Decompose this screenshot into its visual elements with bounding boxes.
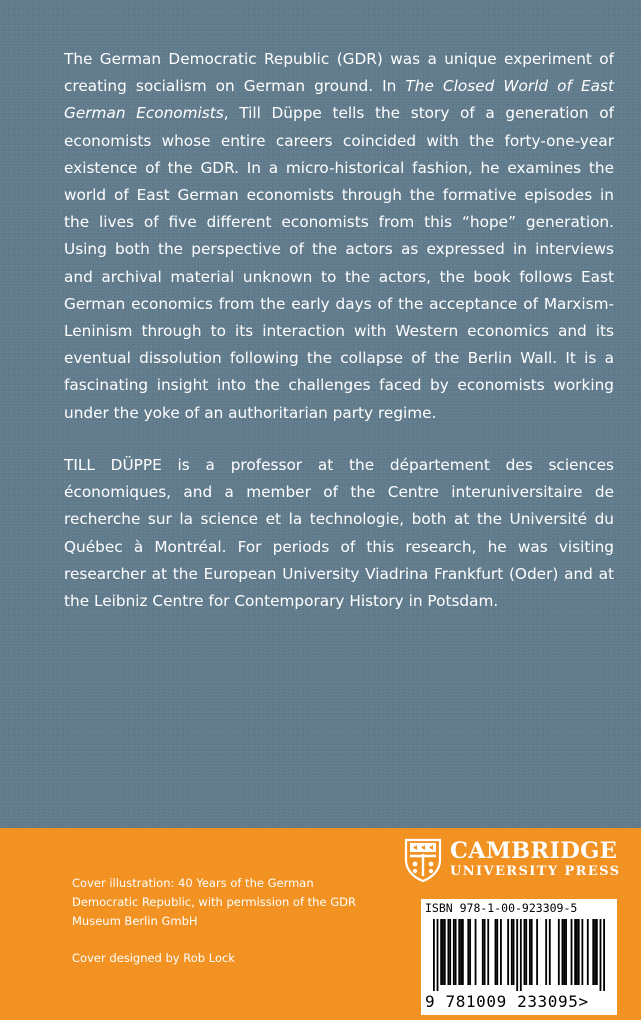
barcode-bar [449,919,451,985]
barcode-bar [520,919,522,991]
barcode-bar [507,919,509,985]
barcode-bar [433,919,435,991]
barcode-bar [462,919,464,985]
barcode-bar [525,919,527,985]
barcode-bar [442,919,444,985]
barcode-bar [549,919,551,985]
barcode-bar [581,919,583,985]
barcode-bar [576,919,578,985]
barcode-bar [484,919,486,985]
illustration-credit: Cover illustration: 40 Years of the German Democratic Republic, with permission of the GDR Museum Berlin GmbH [72,876,356,928]
cambridge-shield-icon [404,838,442,882]
barcode-bar [447,919,449,985]
barcode-bar [444,919,446,985]
book-description [64,46,614,427]
barcode-number: 9 781009 233095 [425,992,579,1011]
barcode-bar [536,919,538,985]
description-part-2: , Till Düppe tells the story of a generation of economists whose entire careers coincided with the forty-one-year existence of the GDR. In a micro-historical fashion, he examines the world of East German economists through the formative episodes in the lives of five different economists from this “hope” generation. Using both the perspective of the actors as expressed in interviews and archival material unknown to the actors, the book follows East German economics from the early days of the acceptance of Marxism-Leninism through to its interaction with Western economics and its eventual dissolution following the collapse of the Berlin Wall. It is a fascinating insight into the challenges faced by economists working under the yoke of an authoritarian party regime. [64,104,614,422]
barcode-bar [513,919,515,985]
author-bio [64,452,614,615]
barcode-bar [531,919,533,985]
barcode-bar [460,919,462,985]
barcode-bar [545,919,547,985]
barcode-bar [562,919,564,985]
barcode-digits [425,992,589,1011]
barcode-bar [578,919,580,985]
barcode-bar [574,919,576,985]
cover-credits [72,874,372,968]
barcode-bar [603,919,605,991]
publisher-subtitle: UNIVERSITY PRESS [450,864,621,879]
barcode-bar [482,919,484,985]
barcode-bar [440,919,442,985]
barcode-bar [529,919,531,985]
barcode-bar [437,919,439,991]
barcode-bar [487,919,489,985]
barcode-bar [524,919,526,985]
publisher-name: CAMBRIDGE [450,838,618,864]
author-bio-text: TILL DÜPPE is a professor at the département des sciences économiques, and a member of the Centre interuniversitaire de recherche sur la science et la technologie, both at the Université du Québec à Montréal. For periods of this research, he was visiting researcher at the European University Viadrina Frankfurt (Oder) and at the Leibniz Centre for Contemporary History in Potsdam. [64,456,614,611]
book-title: The Closed World of East German Economists [64,77,614,123]
barcode-bar [453,919,455,985]
description-paragraph [64,46,614,427]
barcode-bar [496,919,498,985]
cover-bottom-panel [0,828,641,1020]
barcode-bar [563,919,565,985]
barcode-bar [467,919,469,985]
barcode-bar [592,919,594,985]
barcode-bar [565,919,567,985]
barcode-bar [558,919,560,985]
barcode-end-mark: > [578,992,589,1011]
barcode-bar [596,919,598,985]
designer-credit: Cover designed by Rob Lock [72,951,235,965]
barcode-bar [455,919,457,985]
barcode-bar [594,919,596,985]
barcode-bars [433,919,605,991]
barcode-bar [587,919,589,985]
barcode-bar [600,919,602,991]
barcode-bar [458,919,460,985]
barcode-bar [475,919,477,985]
barcode-bar [511,919,513,985]
barcode-bar [469,919,471,985]
description-part-1: The German Democratic Republic (GDR) was a unique experiment of creating socialism on German ground. In [64,50,614,96]
barcode-bar [571,919,573,985]
barcode-bar [495,919,497,985]
barcode-bar [516,919,518,991]
publisher-logo [404,838,624,884]
barcode-bar [500,919,502,985]
isbn-barcode [421,899,617,1015]
isbn-label: ISBN 978-1-00-923309-5 [425,901,578,915]
